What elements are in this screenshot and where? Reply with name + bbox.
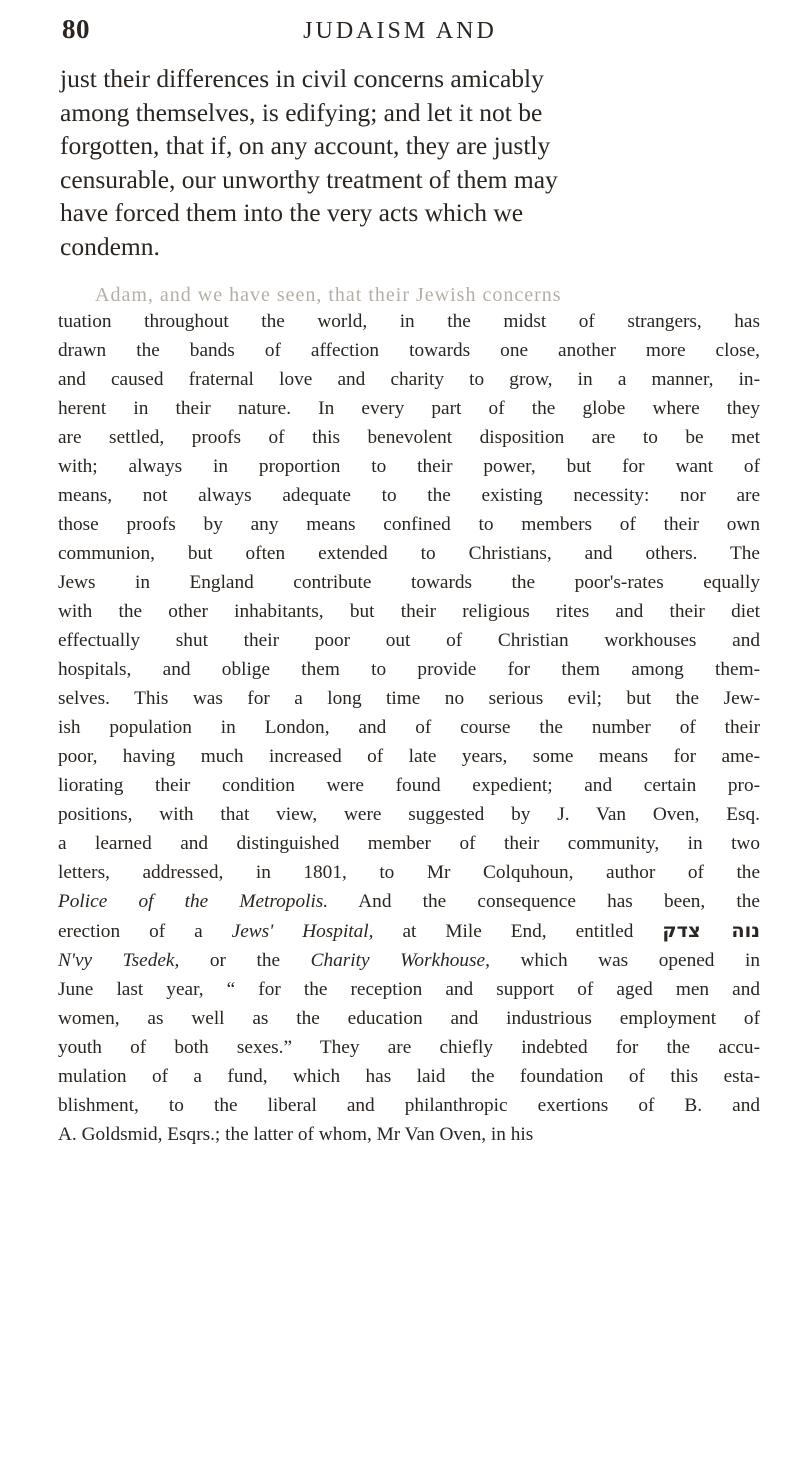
text-line <box>58 916 760 946</box>
page-number: 80 <box>62 14 90 44</box>
text-line: among themselves, is edifying; and let it not be <box>60 97 543 127</box>
text-line: and caused fraternal love and charity to grow, in a manner, in- <box>58 369 760 390</box>
lower-paragraph <box>58 307 760 1149</box>
text-line: forgotten, that if, on any account, they are justly <box>60 131 551 160</box>
book-title: Police of the Metropolis. <box>58 891 329 912</box>
text-line: drawn the bands of affection towards one another more close, <box>58 340 760 361</box>
text-line: herent in their nature. In every part of the globe where they <box>58 398 760 419</box>
institution-name: Charity Workhouse, <box>310 950 490 971</box>
text-line: liorating their condition were found expedient; and certain pro- <box>58 775 760 796</box>
upper-paragraph <box>60 62 758 263</box>
text-line <box>58 946 760 975</box>
text-line: are settled, proofs of this benevolent disposition are to be met <box>58 427 760 448</box>
text-line: June last year, “ for the reception and support of aged men and <box>58 979 760 1000</box>
institution-name: Jews' Hospital, <box>231 921 374 942</box>
text-line: positions, with that view, were suggested by J. Van Oven, Esq. <box>58 804 760 825</box>
text-line: hospitals, and oblige them to provide for them among them- <box>58 659 760 680</box>
text-line: letters, addressed, in 1801, to Mr Colquhoun, author of the <box>58 862 760 883</box>
text-line: communion, but often extended to Christians, and others. The <box>58 543 760 564</box>
text-line: condemn. <box>60 231 160 261</box>
text-line: censurable, our unworthy treatment of them may <box>60 164 558 194</box>
text-run: And the consequence has been, the <box>328 891 760 912</box>
text-line: selves. This was for a long time no serious evil; but the Jew- <box>58 688 760 709</box>
text-line: have forced them into the very acts which we <box>60 198 524 227</box>
text-line: means, not always adequate to the existing necessity: nor are <box>58 485 760 506</box>
running-head: JUDAISM AND <box>303 18 497 44</box>
text-run: or the <box>179 950 311 971</box>
text-line: tuation throughout the world, in the midst of strangers, has <box>58 311 760 332</box>
text-line: with; always in proportion to their power, but for want of <box>58 456 760 477</box>
text-line: poor, having much increased of late years, some means for ame- <box>58 746 760 767</box>
text-line: a learned and distinguished member of their community, in two <box>58 833 760 854</box>
text-line: with the other inhabitants, but their religious rites and their diet <box>58 601 760 622</box>
text-line: A. Goldsmid, Esqrs.; the latter of whom, Mr Van Oven, in his <box>58 1124 534 1145</box>
text-line: mulation of a fund, which has laid the foundation of this esta- <box>58 1066 760 1087</box>
text-run: which was opened in <box>489 950 760 971</box>
text-run: at Mile End, entitled <box>373 921 663 942</box>
text-line: blishment, to the liberal and philanthropic exertions of B. and <box>58 1095 760 1116</box>
text-line: those proofs by any means confined to members of their own <box>58 514 760 535</box>
bleed-through-line: Adam, and we have seen, that their Jewish concerns <box>95 284 562 306</box>
text-line: ish population in London, and of course the number of their <box>58 717 760 738</box>
text-line: women, as well as the education and industrious employment of <box>58 1008 760 1029</box>
text-run: erection of a <box>58 921 232 942</box>
transliterated-title: N'vy Tsedek, <box>58 950 180 971</box>
text-line: effectually shut their poor out of Christian workhouses and <box>58 630 760 651</box>
text-line: just their differences in civil concerns amicably <box>60 64 544 93</box>
text-line: Jews in England contribute towards the poor's-rates equally <box>58 572 760 593</box>
text-line: youth of both sexes.” They are chiefly indebted for the accu- <box>58 1037 760 1058</box>
hebrew-title: נוה צדק <box>662 919 761 942</box>
text-line <box>58 887 760 916</box>
